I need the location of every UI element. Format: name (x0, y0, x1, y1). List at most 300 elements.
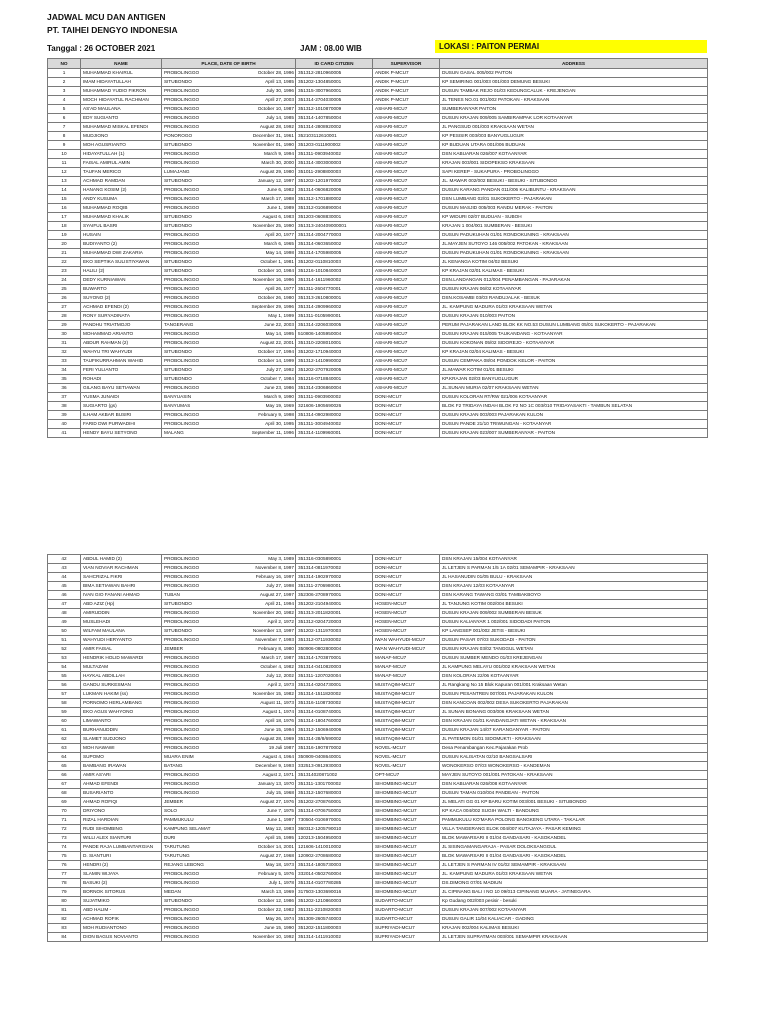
cell-supervisor: HOSEN-MCU7 (373, 600, 440, 609)
birth-wrap (164, 294, 294, 302)
cell-id-card: 351312-1507680003 (296, 789, 373, 798)
cell-address: Desa Penambangan Kec.Pajarakan Prob (440, 744, 708, 753)
cell-supervisor: SIHOMBING-MCU7 (373, 843, 440, 852)
cell-id-card: 317503-1303690016 (296, 888, 373, 897)
schedule-date: Tanggal : 26 OCTOBER 2021 (47, 44, 156, 53)
cell-id-card: 351314-2808920002 (296, 123, 373, 132)
table-row (48, 168, 708, 177)
cell-birth (162, 258, 296, 267)
table-row (48, 672, 708, 681)
birth-wrap (164, 681, 294, 689)
birth-date: October 10, 1987 (257, 106, 294, 111)
cell-name: AMIR AS'ARI (81, 771, 162, 780)
cell-name: ABD AZIZ (Hp) (81, 600, 162, 609)
table-row (48, 177, 708, 186)
birth-place: PROBOLINGGO (164, 385, 200, 390)
table-row (48, 78, 708, 87)
cell-no: 17 (48, 213, 81, 222)
cell-name: SLAMIN WIJAYA (81, 870, 162, 879)
birth-place: KAMPUNG SELAMAT (164, 826, 211, 831)
birth-wrap (164, 654, 294, 662)
cell-address: JL.MAYJEN SUTOYO 146 005/002 PATOKAN - KRAKSAAN (440, 240, 708, 249)
cell-no: 30 (48, 330, 81, 339)
table-row (48, 132, 708, 141)
cell-birth (162, 816, 296, 825)
table-row (48, 366, 708, 375)
cell-name: MUSLEHADI (81, 618, 162, 627)
birth-wrap (164, 645, 294, 653)
birth-date: April 18, 1976 (265, 718, 294, 723)
cell-supervisor: ASHARI-MCU7 (373, 339, 440, 348)
cell-birth (162, 717, 296, 726)
birth-date: January 12, 1997 (257, 178, 294, 183)
birth-wrap (164, 582, 294, 590)
birth-wrap (164, 834, 294, 842)
cell-address: JL Rangkang No 15 Blok Kapuran 001/001 Kraksaan Wetan (440, 681, 708, 690)
cell-name: SUJATMIKO (81, 897, 162, 906)
birth-place: SITUBONDO (164, 214, 192, 219)
birth-wrap (164, 717, 294, 725)
cell-name: MUHAMMAD MISKAL EFENDI (81, 123, 162, 132)
cell-address: SUMBERANYAR PAITON (440, 105, 708, 114)
cell-supervisor: HOSEN-MCU7 (373, 618, 440, 627)
cell-supervisor: ASHARI-MCU7 (373, 375, 440, 384)
cell-id-card: 730504-0106970001 (296, 816, 373, 825)
cell-birth (162, 906, 296, 915)
cell-name: MOCH HIDAYATUL RACHMAN (81, 96, 162, 105)
cell-birth (162, 564, 296, 573)
cell-address: DUSUN KRAJAN 010/003 PAITON (440, 312, 708, 321)
birth-date: July 14, 1985 (266, 115, 294, 120)
cell-address: JL KAMPUNG MELAYU 001/002 KRAKSAAN WETAN (440, 663, 708, 672)
cell-id-card: 351314-0107780285 (296, 879, 373, 888)
birth-wrap (164, 321, 294, 329)
cell-address: KP KRAJAN 02/01 KALIMAS - BESUKI (440, 267, 708, 276)
birth-place: PROBOLINGGO (164, 412, 200, 417)
cell-id-card: 351202-1210860003 (296, 897, 373, 906)
cell-id-card: 351314-0410820003 (296, 663, 373, 672)
cell-supervisor: SIHOMBING-MCU7 (373, 861, 440, 870)
column-header-address: ADDRESS (440, 59, 708, 69)
cell-birth (162, 699, 296, 708)
cell-id-card: 351314-1705980005 (296, 249, 373, 258)
cell-no: 73 (48, 834, 81, 843)
table-row (48, 258, 708, 267)
birth-date: August 11, 1973 (260, 700, 294, 705)
cell-id-card: 351314-1804760002 (296, 717, 373, 726)
cell-id-card: 360312-1205790010 (296, 825, 373, 834)
cell-no: 32 (48, 348, 81, 357)
birth-date: June 6, 1982 (266, 187, 294, 192)
cell-address: DSN KABUARAN 026/008 KOTAANYAR (440, 780, 708, 789)
cell-no: 9 (48, 141, 81, 150)
cell-name: IMAM HIDAYATULLAH (81, 78, 162, 87)
cell-address: JL PATEMON 01/01 SIDOMUKTI - KRAKSAAN (440, 735, 708, 744)
cell-supervisor: SIHOMBING-MCU7 (373, 807, 440, 816)
table-row (48, 213, 708, 222)
birth-place: PROBOLINGGO (164, 124, 200, 129)
cell-no: 74 (48, 843, 81, 852)
cell-birth (162, 321, 296, 330)
cell-name: DEDY KURNIAWAN (81, 276, 162, 285)
birth-wrap (164, 186, 294, 194)
cell-address: JL LETJEN S PARMAN IV 01/02 SEMAMPIR - KRAKSAAN (440, 861, 708, 870)
cell-supervisor: ASHARI-MCU7 (373, 132, 440, 141)
birth-date: November 13, 1997 (252, 628, 294, 633)
birth-date: July 12, 2002 (266, 673, 294, 678)
cell-id-card: 351314-1611960002 (296, 276, 373, 285)
birth-wrap (164, 924, 294, 932)
cell-name: MUHAMMAD YUDIO FIKRON (81, 87, 162, 96)
cell-address: DUSUN SUMBER MENDO 01/03 KREJENGAN (440, 654, 708, 663)
cell-address: DSN KARANG TAWANG 03/01 TAMBAKBOYO (440, 591, 708, 600)
cell-address: DSN KRAJAN 12/03 KOTAANYAR (440, 582, 708, 591)
cell-no: 62 (48, 735, 81, 744)
birth-wrap (164, 771, 294, 779)
cell-birth (162, 834, 296, 843)
birth-place: PROBOLINGGO (164, 916, 200, 921)
cell-no: 72 (48, 825, 81, 834)
birth-date: August 28, 1992 (259, 124, 294, 129)
cell-address: DUSUN PADUKUHAN 01/01 RONDOKUNING - KRAKSAAN (440, 231, 708, 240)
birth-date: August 28, 1969 (259, 736, 294, 741)
cell-name: BAMBANG IRAWAN (81, 762, 162, 771)
cell-no: 53 (48, 654, 81, 663)
cell-id-card: 351314020871002 (296, 771, 373, 780)
birth-place: PROBOLINGGO (164, 106, 200, 111)
cell-birth (162, 771, 296, 780)
table-row (48, 834, 708, 843)
cell-no: 43 (48, 564, 81, 573)
cell-id-card: 352103112610001 (296, 132, 373, 141)
table-row (48, 384, 708, 393)
birth-place: SITUBONDO (164, 628, 192, 633)
cell-address: JL TANJUNG KOTIM 002/004 BESUKI (440, 600, 708, 609)
cell-no: 5 (48, 105, 81, 114)
cell-address: PAMMUKULU KO'MARA POLONG BANGKENG UTARA - TAKALAR (440, 816, 708, 825)
table-row (48, 843, 708, 852)
table-row (48, 411, 708, 420)
cell-supervisor: ASHARI-MCU7 (373, 240, 440, 249)
cell-id-card: 351314-1407850004 (296, 114, 373, 123)
cell-name: ABDUR RAHMAN (2) (81, 339, 162, 348)
cell-supervisor: NOVEL-MCU7 (373, 762, 440, 771)
cell-no: 7 (48, 123, 81, 132)
cell-address: KRAJAN 1 004/001 SUMBERAN - BESUKI (440, 222, 708, 231)
birth-date: November 20, 1982 (252, 610, 294, 615)
cell-supervisor: SIHOMBING-MCU7 (373, 879, 440, 888)
cell-supervisor: ASHARI-MCU7 (373, 312, 440, 321)
birth-place: PROBOLINGGO (164, 205, 200, 210)
birth-wrap (164, 150, 294, 158)
cell-birth (162, 807, 296, 816)
cell-name: ACHMAD ROFIK (81, 915, 162, 924)
cell-id-card: 351216-1010840003 (296, 267, 373, 276)
birth-place: MUARA ENIM (164, 754, 194, 759)
cell-id-card: 120213-1504950003 (296, 834, 373, 843)
cell-address: DUSUN GASAL 005/002 PAITON (440, 69, 708, 78)
cell-id-card: 351316-1907870002 (296, 744, 373, 753)
cell-name: ACHMAD RAMDAN (81, 177, 162, 186)
table-row (48, 816, 708, 825)
cell-name: AS'AD MAULANA (81, 105, 162, 114)
birth-wrap (164, 879, 294, 887)
cell-supervisor: NOVEL-MCU7 (373, 744, 440, 753)
cell-birth (162, 123, 296, 132)
birth-place: SITUBONDO (164, 367, 192, 372)
birth-date: November 8, 1997 (255, 565, 294, 570)
birth-date: August 27, 1968 (259, 853, 294, 858)
birth-wrap (164, 897, 294, 905)
birth-date: August 27, 1976 (259, 799, 294, 804)
birth-wrap (164, 690, 294, 698)
cell-id-card: 351314-0902980002 (296, 411, 373, 420)
birth-place: PROBOLINGGO (164, 673, 200, 678)
birth-date: August 27, 1997 (259, 592, 294, 597)
cell-no: 2 (48, 78, 81, 87)
cell-name: ANDY KUSUMA (81, 195, 162, 204)
cell-birth (162, 600, 296, 609)
cell-address: DUSUN MASJID 005/003 RANDU MERAK - PAITON (440, 204, 708, 213)
table-row (48, 708, 708, 717)
birth-wrap (164, 636, 294, 644)
birth-date: March 30, 2000 (261, 160, 294, 165)
birth-place: PROBOLINGGO (164, 664, 200, 669)
cell-address: JL. KAMPUNG MADURA 01/03 KRAKSAAN WETAN (440, 303, 708, 312)
cell-id-card: 351314-3003000003 (296, 159, 373, 168)
cell-no: 10 (48, 150, 81, 159)
cell-birth (162, 267, 296, 276)
cell-supervisor: ASHARI-MCU7 (373, 123, 440, 132)
birth-date: June 1, 1989 (266, 205, 294, 210)
cell-id-card: 351312-0106890004 (296, 204, 373, 213)
cell-name: BASUKI (2) (81, 879, 162, 888)
cell-address: WONOKERSO 07/03 WONOKERSO - KANDEMAN (440, 762, 708, 771)
cell-supervisor: DONI-MCU7 (373, 591, 440, 600)
cell-name: GILANG BAYU SETIAWAN (81, 384, 162, 393)
birth-wrap (164, 78, 294, 86)
cell-supervisor: ASHARI-MCU7 (373, 330, 440, 339)
cell-id-card: 351314-0606820006 (296, 186, 373, 195)
table-row (48, 771, 708, 780)
cell-address: DUSUN KRAJAN 007/002 KOTAANYAR (440, 906, 708, 915)
cell-no: 68 (48, 789, 81, 798)
birth-wrap (164, 375, 294, 383)
cell-no: 3 (48, 87, 81, 96)
cell-no: 66 (48, 771, 81, 780)
birth-wrap (164, 591, 294, 599)
birth-wrap (164, 204, 294, 212)
cell-supervisor: SIHOMBING-MCU7 (373, 870, 440, 879)
birth-wrap (164, 366, 294, 374)
cell-name: HENDRI (2) (81, 861, 162, 870)
cell-no: 20 (48, 240, 81, 249)
birth-wrap (164, 852, 294, 860)
cell-supervisor: DONI-MCU7 (373, 402, 440, 411)
cell-supervisor: MANAF-MCU7 (373, 672, 440, 681)
cell-address: DUSUN TAMAN 010/004 PANDEAN - PAITON (440, 789, 708, 798)
cell-id-card: 351216-0718840001 (296, 375, 373, 384)
birth-wrap (164, 285, 294, 293)
cell-supervisor: ASHARI-MCU7 (373, 249, 440, 258)
cell-birth (162, 618, 296, 627)
cell-name: ROHADI (81, 375, 162, 384)
column-header-no: NO (48, 59, 81, 69)
cell-name: WAHYUDI HERYANTO (81, 636, 162, 645)
cell-id-card: 352306-2708970001 (296, 591, 373, 600)
cell-id-card: 351311-0903940002 (296, 150, 373, 159)
cell-address: KP KRAJAN 02/04 KALIMAS - BESUKI (440, 348, 708, 357)
birth-wrap (164, 600, 294, 608)
cell-name: MOHAMMAD ARIANTO (81, 330, 162, 339)
cell-supervisor: SIHOMBING-MCU7 (373, 888, 440, 897)
birth-wrap (164, 564, 294, 572)
cell-id-card: 351314-2004770003 (296, 231, 373, 240)
cell-no: 34 (48, 366, 81, 375)
cell-address: KP WIDURI 02/07 BUDUAN - SUBOH (440, 213, 708, 222)
table-row (48, 294, 708, 303)
cell-supervisor: IWAN WAHYUDI-MCU7 (373, 636, 440, 645)
cell-id-card: 351309-2605740003 (296, 915, 373, 924)
birth-date: October 7, 1984 (260, 376, 294, 381)
cell-address: JL. MAWAR 002/002 BESUKI - BESUKI - SITUBONDO (440, 177, 708, 186)
cell-no: 75 (48, 852, 81, 861)
table-row (48, 87, 708, 96)
birth-place: PROBOLINGGO (164, 88, 200, 93)
cell-birth (162, 609, 296, 618)
birth-wrap (164, 96, 294, 104)
table-row (48, 114, 708, 123)
cell-name: BUDIYANTO (2) (81, 240, 162, 249)
cell-address: DS.DIMONG 07/01 MADIUN (440, 879, 708, 888)
cell-id-card: 351312-0711930002 (296, 636, 373, 645)
cell-no: 65 (48, 762, 81, 771)
cell-no: 33 (48, 357, 81, 366)
cell-address: SAPI KEREP - SUKAPURA - PROBOLINGGO (440, 168, 708, 177)
cell-address: DUSUN KRAJAN 015/005 TAUKANDANG - KOTAANYAR (440, 330, 708, 339)
birth-wrap (164, 384, 294, 392)
cell-no: 4 (48, 96, 81, 105)
cell-supervisor: SIHOMBING-MCU7 (373, 798, 440, 807)
cell-supervisor: ASHARI-MCU7 (373, 141, 440, 150)
cell-birth (162, 105, 296, 114)
schedule-table-part1 (47, 58, 708, 438)
birth-date: April 15, 1995 (265, 835, 294, 840)
table-row (48, 231, 708, 240)
birth-date: June 7, 1975 (266, 808, 294, 813)
birth-wrap (164, 789, 294, 797)
cell-birth (162, 375, 296, 384)
cell-name: PANDHU TRIATMOJO (81, 321, 162, 330)
cell-id-card: 351314-2306860004 (296, 384, 373, 393)
birth-wrap (164, 798, 294, 806)
cell-id-card: 351312-1010870009 (296, 105, 373, 114)
cell-supervisor: SIHOMBING-MCU7 (373, 816, 440, 825)
table-row (48, 69, 708, 78)
cell-address: DUSUN KOLORAN RT/RW 021/006 KOTAANYAR (440, 393, 708, 402)
birth-place: PAMMUKULU (164, 817, 194, 822)
cell-no: 40 (48, 420, 81, 429)
birth-date: August 22, 2001 (259, 340, 294, 345)
cell-birth (162, 294, 296, 303)
birth-place: MALANG (164, 430, 184, 435)
table-row (48, 582, 708, 591)
table-row (48, 429, 708, 438)
birth-wrap (164, 132, 294, 140)
cell-address: KP KACA 004/002 SUGIH WALTI - BANDUNG (440, 807, 708, 816)
cell-address: MAYJEN SUTOYO 001/001 PATOKAN - KRAKSAAN (440, 771, 708, 780)
cell-birth (162, 591, 296, 600)
cell-supervisor: NOVEL-MCU7 (373, 753, 440, 762)
cell-name: TAUFAN MERICO (81, 168, 162, 177)
table-row (48, 141, 708, 150)
cell-birth (162, 708, 296, 717)
cell-name: BURHANUDDIN (81, 726, 162, 735)
cell-name: HIDAYATULLAH (1) (81, 150, 162, 159)
cell-address: JL CIPINANG BALI I NO 10 09/013 CIPINANG MUARA - JATINEGARA (440, 888, 708, 897)
cell-id-card: 351315-3007960001 (296, 87, 373, 96)
cell-name: SUGIARTO (gs) (81, 402, 162, 411)
cell-name: YUSMA JUNAIDI (81, 393, 162, 402)
birth-date: February 9, 1998 (258, 412, 294, 417)
birth-place: PROBOLINGGO (164, 727, 200, 732)
cell-no: 45 (48, 582, 81, 591)
cell-birth (162, 879, 296, 888)
table-row (48, 186, 708, 195)
cell-supervisor: ASHARI-MCU7 (373, 177, 440, 186)
table-row (48, 609, 708, 618)
table-row (48, 276, 708, 285)
table-row (48, 798, 708, 807)
cell-address: DSN KANCOAN 002/002 DESA SUKOKERTO PAJARAKAN (440, 699, 708, 708)
cell-birth (162, 924, 296, 933)
cell-birth (162, 114, 296, 123)
birth-place: SITUBONDO (164, 898, 192, 903)
cell-name: RIZAL HARDIAN (81, 816, 162, 825)
cell-no: 56 (48, 681, 81, 690)
cell-id-card: 351314-1411910002 (296, 933, 373, 942)
birth-date: February 8, 1980 (258, 646, 294, 651)
cell-name: MOH RUDIANTONO (81, 924, 162, 933)
cell-id-card: 332014-0502760004 (296, 870, 373, 879)
cell-birth (162, 366, 296, 375)
cell-address: KRAJAN 003/001 SIDOPEKSO KRAKSAAN (440, 159, 708, 168)
cell-id-card: 351314-0108740001 (296, 708, 373, 717)
cell-name: LIMAWANTO (81, 717, 162, 726)
cell-name: HAYKAL ABDILLAH (81, 672, 162, 681)
cell-name: HANANG KOSIM (2) (81, 186, 162, 195)
table-row (48, 375, 708, 384)
cell-address: DUSUN KALIANYAR 1 002/001 SIDODADI PAITON (440, 618, 708, 627)
table-row (48, 735, 708, 744)
birth-wrap (164, 825, 294, 833)
birth-wrap (164, 411, 294, 419)
cell-birth (162, 402, 296, 411)
cell-name: SYAIFUL BASRI (81, 222, 162, 231)
table-row (48, 303, 708, 312)
table-row (48, 780, 708, 789)
cell-supervisor: DONI-MCU7 (373, 420, 440, 429)
cell-no: 47 (48, 600, 81, 609)
birth-date: June 15, 1990 (264, 925, 294, 930)
birth-place: PROBOLINGGO (164, 907, 200, 912)
birth-wrap (164, 87, 294, 95)
table-row (48, 159, 708, 168)
cell-address: DSN.KOSAMBI 03/03 RANDUJALAK - BESUK (440, 294, 708, 303)
birth-place: BANYUASIN (164, 394, 192, 399)
cell-birth (162, 744, 296, 753)
cell-id-card: 351314-2909960002 (296, 303, 373, 312)
